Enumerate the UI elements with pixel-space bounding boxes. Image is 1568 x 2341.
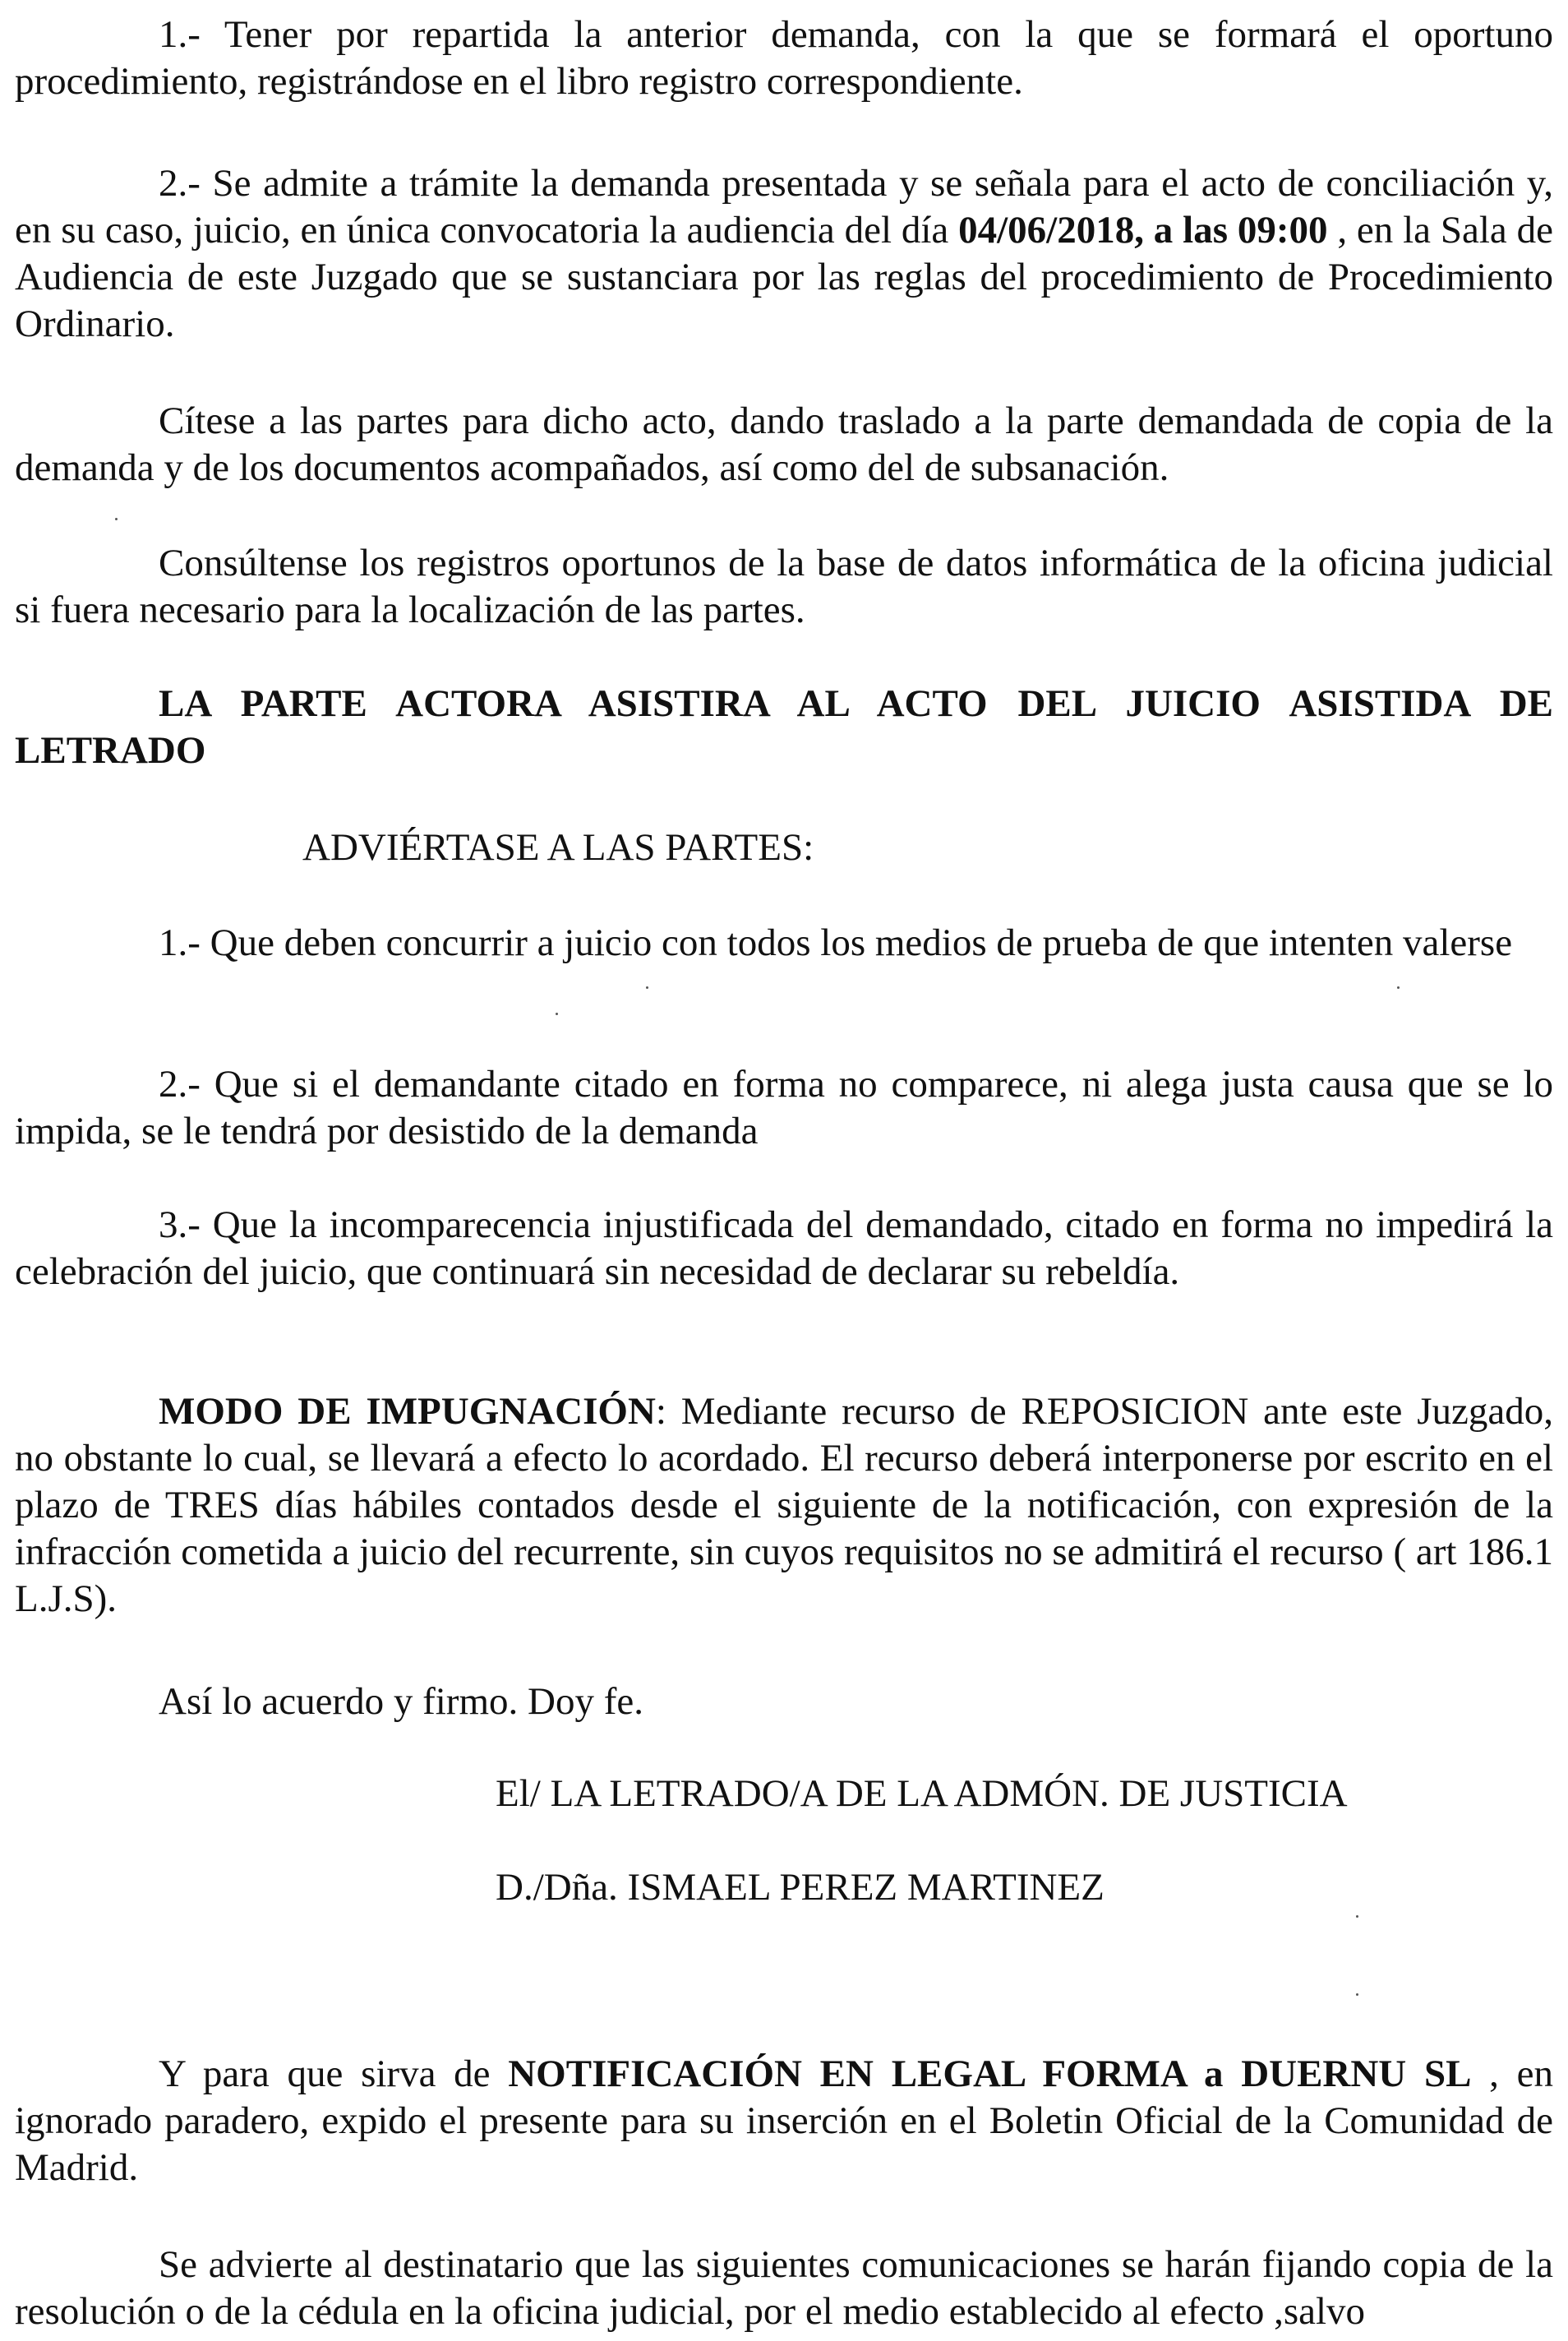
hearing-date: 04/06/2018, a las 09:00	[958, 209, 1328, 252]
scan-speck	[1356, 1915, 1358, 1918]
scan-speck	[556, 1013, 558, 1015]
impugnacion-label: MODO DE IMPUGNACIÓN	[159, 1390, 656, 1433]
signature-name: D./Dña. ISMAEL PEREZ MARTINEZ	[496, 1866, 1105, 1909]
signature-title: El/ LA LETRADO/A DE LA ADMÓN. DE JUSTICIA	[496, 1772, 1348, 1815]
warning-1: 1.- Que deben concurrir a juicio con todos los medios de prueba de que intenten valerse	[159, 921, 1513, 964]
paragraph-parte-actora: LA PARTE ACTORA ASISTIRA AL ACTO DEL JUICIO ASISTIDA DE LETRADO	[15, 682, 1553, 772]
notificacion-recipient: NOTIFICACIÓN EN LEGAL FORMA a DUERNU SL	[508, 2052, 1472, 2095]
paragraph-citese: Cítese a las partes para dicho acto, dando traslado a la parte demandada de copia de la demanda y de los documentos acompañados, así como del de subsanación.	[15, 399, 1553, 489]
scan-speck	[1356, 1993, 1358, 1996]
scan-speck	[115, 518, 118, 520]
warning-2: 2.- Que si el demandante citado en forma no comparece, ni alega justa causa que se lo impida, se le tendrá por desistido de la demanda	[15, 1063, 1553, 1152]
scan-speck	[646, 986, 648, 989]
advertise-heading: ADVIÉRTASE A LAS PARTES:	[302, 826, 814, 869]
paragraph-advertencia: Se advierte al destinatario que las siguientes comunicaciones se harán fijando copia de la resolución o de la cédula en la oficina judicial, por el medio establecido al efecto ,salvo	[15, 2243, 1553, 2333]
warning-3: 3.- Que la incomparecencia injustificada del demandado, citado en forma no impedirá la celebración del juicio, que continuará sin necesidad de declarar su rebeldía.	[15, 1203, 1553, 1293]
closing-statement: Así lo acuerdo y firmo. Doy fe.	[159, 1680, 643, 1723]
paragraph-notificacion: Y para que sirva de NOTIFICACIÓN EN LEGAL FORMA a DUERNU SL , en ignorado paradero, expido el presente para su inserción en el Boletin Oficial de la Comunidad de Madrid.	[15, 2052, 1553, 2189]
paragraph-repartida: 1.- Tener por repartida la anterior demanda, con la que se formará el oportuno procedimiento, registrándose en el libro registro correspondiente.	[15, 13, 1553, 103]
scan-speck	[1397, 986, 1400, 989]
paragraph-impugnacion: MODO DE IMPUGNACIÓN: Mediante recurso de REPOSICION ante este Juzgado, no obstante lo cual, se llevará a efecto lo acordado. El recurso deberá interponerse por escrito en el plazo de TRES días hábiles contados desde el siguiente de la notificación, con expresión de la infracción cometida a juicio del recurrente, sin cuyos requisitos no se admitirá el recurso ( art 186.1 L.J.S).	[15, 1390, 1553, 1620]
paragraph-consultense: Consúltense los registros oportunos de la base de datos informática de la oficina judicial si fuera necesario para la localización de las partes.	[15, 542, 1553, 631]
paragraph-admite-tramite: 2.- Se admite a trámite la demanda presentada y se señala para el acto de conciliación y, en su caso, juicio, en única convocatoria la audiencia del día 04/06/2018, a las 09:00 , en la Sala de Audiencia de este Juzgado que se sustanciara por las reglas del procedimiento de Procedimiento Ordinario.	[15, 162, 1553, 345]
